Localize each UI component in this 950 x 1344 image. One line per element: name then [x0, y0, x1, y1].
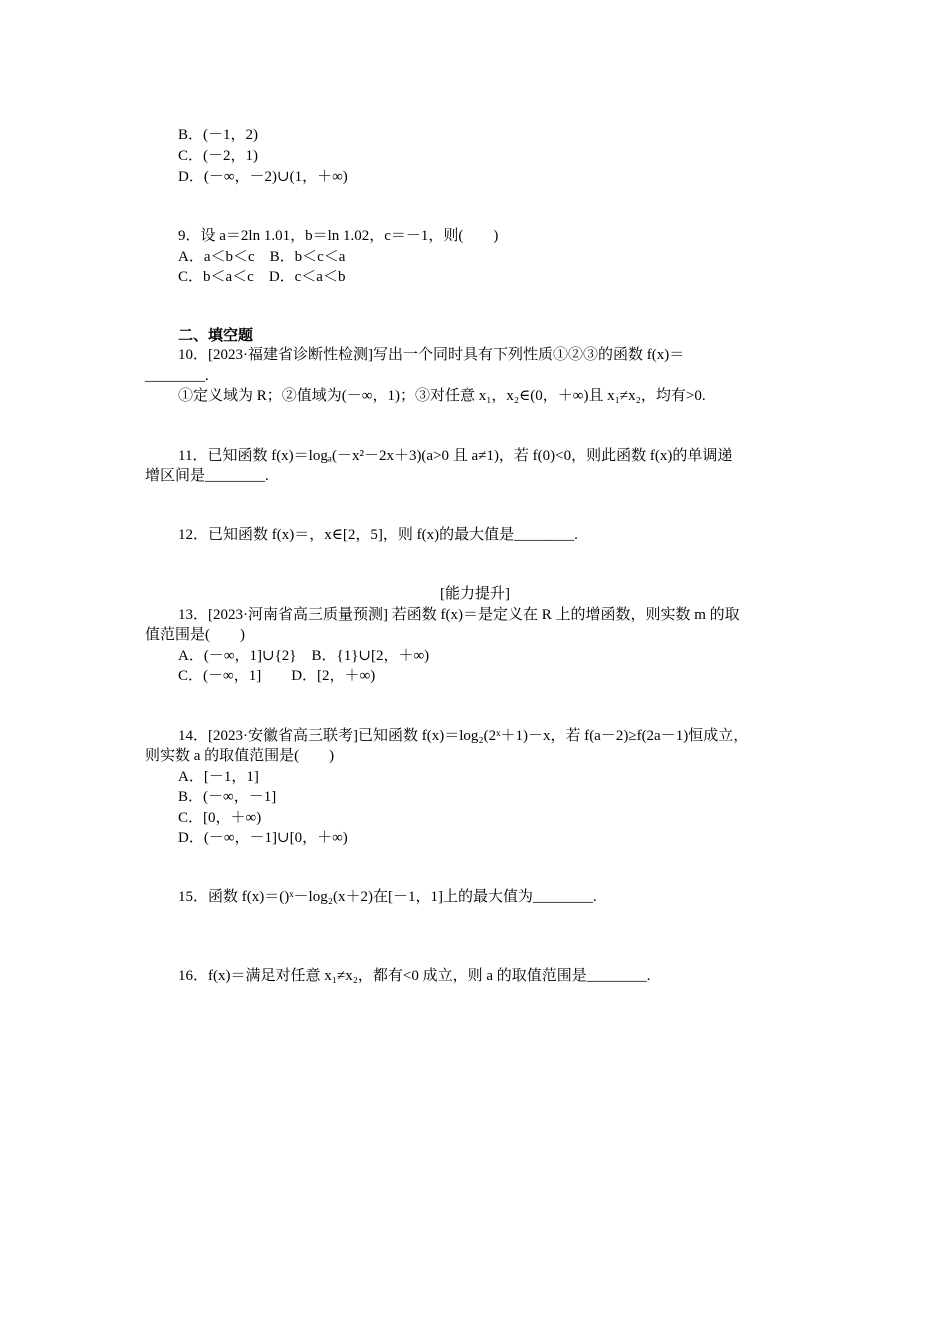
- q12: 12．已知函数 f(x)＝，x∈[2，5]，则 f(x)的最大值是________.: [178, 527, 578, 543]
- section-title-fill-blank: 二、填空题: [178, 328, 254, 344]
- q11-line2: 增区间是________.: [145, 468, 269, 484]
- q10-line2: ________.: [145, 368, 209, 384]
- q13-line1: 13．[2023·河南省高三质量预测] 若函数 f(x)＝是定义在 R 上的增函数，则实数 m 的取: [178, 607, 740, 623]
- q8-option-b: B．(－1，2): [178, 127, 258, 143]
- q14-option-b: B．(－∞，－1]: [178, 789, 277, 805]
- q14-line1: 14．[2023·安徽省高三联考]已知函数 f(x)＝log₂(2ˣ＋1)－x，若 f(a－2)≥f(2a－1)恒成立，: [178, 728, 749, 744]
- q13-options-cd: C．(－∞，1] D．[2，＋∞): [178, 668, 376, 684]
- q14-option-a: A．[－1，1]: [178, 769, 259, 785]
- q15: 15．函数 f(x)＝()ˣ－log₂(x＋2)在[－1，1]上的最大值为________.: [178, 889, 597, 905]
- q9-options-cd: C．b＜a＜c D．c＜a＜b: [178, 269, 346, 285]
- q14-option-d: D．(－∞，－1]∪[0，＋∞): [178, 830, 348, 846]
- q16: 16．f(x)＝满足对任意 x₁≠x₂，都有<0 成立，则 a 的取值范围是________.: [178, 968, 651, 984]
- q13-line2: 值范围是( ): [145, 627, 245, 643]
- q10-conditions: ①定义域为 R；②值域为(－∞，1)；③对任意 x₁，x₂∈(0，＋∞)且 x₁≠x₂，均有>0.: [178, 388, 706, 404]
- q11-line1: 11．已知函数 f(x)＝logₐ(－x²－2x＋3)(a>0 且 a≠1)，若 f(0)<0，则此函数 f(x)的单调递: [178, 448, 733, 464]
- q14-option-c: C．[0，＋∞): [178, 810, 262, 826]
- q13-options-ab: A．(－∞，1]∪{2} B．{1}∪[2，＋∞): [178, 648, 430, 664]
- q9-options-ab: A．a＜b＜c B．b＜c＜a: [178, 249, 346, 265]
- q8-option-c: C．(－2，1): [178, 148, 258, 164]
- q10-line1: 10．[2023·福建省诊断性检测]写出一个同时具有下列性质①②③的函数 f(x)＝: [178, 347, 685, 363]
- q9-stem: 9．设 a＝2ln 1.01，b＝ln 1.02，c＝－1，则( ): [178, 228, 499, 244]
- q14-line2: 则实数 a 的取值范围是( ): [145, 748, 335, 764]
- q8-option-d: D．(－∞，－2)∪(1，＋∞): [178, 169, 348, 185]
- ability-section-title: [能力提升]: [440, 586, 510, 602]
